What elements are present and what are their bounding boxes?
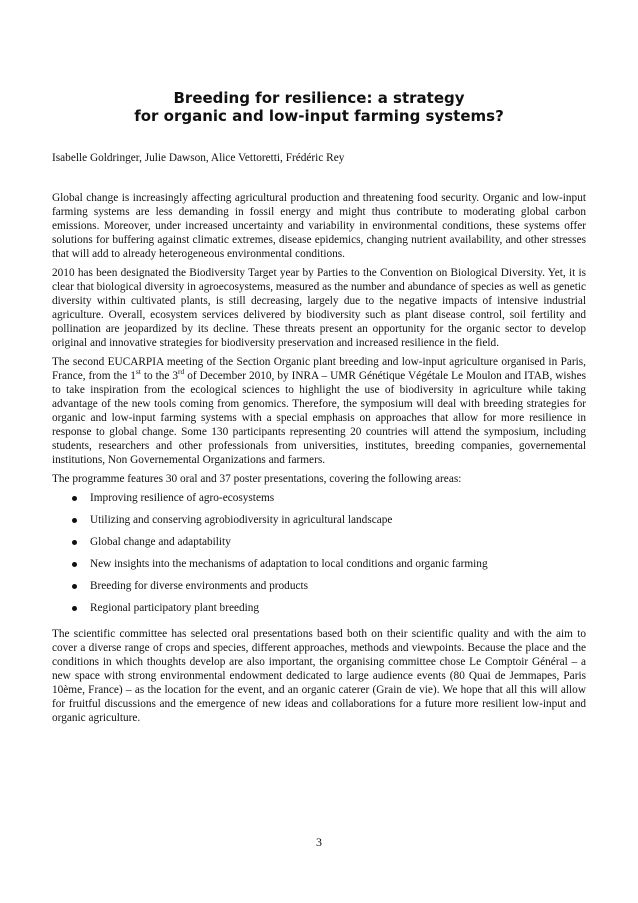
paragraph-scientific-committee: The scientific committee has selected oral presentations based both on their scientific quality and with the aim to cover a diverse range of crops and species, different approaches, methods and viewpoints. Because the place and the conditions in which thoughts develop are also important, the organising committee chose Le Comptoir Général – a new space with strong environmental endowment dedicated to large audience events (80 Quai de Jemmapes, Paris 10ème, France) – as the location for the event, and an organic caterer (Grain de vie). We hope that all this will allow for fruitful discussions and the emergence of new ideas and collaborations for a future more resilient low-input and organic agriculture. xyxy=(52,628,586,724)
list-item-label: Breeding for diverse environments and products xyxy=(90,580,309,592)
list-item-label: Utilizing and conserving agrobiodiversity in agricultural landscape xyxy=(90,514,393,526)
paragraph-eucarpia xyxy=(52,355,586,467)
list-item-label: Improving resilience of agro-ecosystems xyxy=(90,492,275,504)
ordinal-suffix-st: st xyxy=(135,367,141,377)
authors-line: Isabelle Goldringer, Julie Dawson, Alice Vettoretti, Frédéric Rey xyxy=(52,152,345,164)
document-title xyxy=(0,89,638,125)
list-item xyxy=(52,513,586,535)
paragraph-programme: The programme features 30 oral and 37 poster presentations, covering the following areas: xyxy=(52,473,462,485)
paragraph-eucarpia-text-c: of December 2010, by INRA – UMR Génétique Végétale Le Moulon and ITAB, wishes to take inspiration from the ecological sciences to highlight the use of biodiversity in agriculture while taking advantage of the new tools coming from genomics. Therefore, the symposium will deal with breeding strategies for organic and low-input farming systems with a special emphasis on approaches that allow for more resilience in response to global change. Some 130 participants representing 20 countries will attend the symposium, including students, researchers and other professionals from universities, institutes, breeding companies, governemental institutions, Non Governemental Organizations and farmers. xyxy=(52,370,586,466)
bullet-icon xyxy=(72,584,77,589)
bullet-icon xyxy=(72,606,77,611)
list-item-label: New insights into the mechanisms of adaptation to local conditions and organic farming xyxy=(90,558,488,570)
list-item-label: Regional participatory plant breeding xyxy=(90,602,260,614)
ordinal-suffix-rd: rd xyxy=(178,367,185,377)
document-body xyxy=(52,191,586,730)
list-item xyxy=(52,557,586,579)
bullet-icon xyxy=(72,540,77,545)
paragraph-biodiversity: 2010 has been designated the Biodiversity Target year by Parties to the Convention on Biological Diversity. Yet, it is clear that biological diversity in agroecosystems, measured as the number and abundance of species as well as genetic diversity within cultivated plants, is still decreasing, largely due to the negative impacts of intensive industrial agriculture. Overall, ecosystem services delivered by biodiversity such as plant disease control, soil fertility and pollination are jeopardized by its decline. These threats present an opportunity for the organic sector to develop original and innovative strategies for biodiversity preservation and increased resilience in the field. xyxy=(52,267,586,349)
list-item xyxy=(52,535,586,557)
bullet-icon xyxy=(72,562,77,567)
bullet-icon xyxy=(72,496,77,501)
paragraph-eucarpia-text-a: The second EUCARPIA meeting of the Section Organic plant breeding and low-input agriculture organised in Paris, France, from the 1 xyxy=(52,356,586,382)
paragraph-eucarpia-text-b: to the 3 xyxy=(140,370,178,382)
title-line-1: Breeding for resilience: a strategy xyxy=(173,89,465,107)
title-line-2: for organic and low-input farming systems? xyxy=(134,107,504,125)
list-item xyxy=(52,491,586,513)
list-item xyxy=(52,601,586,623)
paragraph-global-change: Global change is increasingly affecting agricultural production and threatening food security. Organic and low-input farming systems are less demanding in fossil energy and might thus contribute to moderating global carbon emissions. Moreover, under increased uncertainty and variability in environmental conditions, these systems offer solutions for buffering against climatic extremes, disease epidemics, changing nutrient availability, and other stresses that will add to already heterogeneous environmental conditions. xyxy=(52,192,586,260)
list-item-label: Global change and adaptability xyxy=(90,536,231,548)
page-number: 3 xyxy=(316,835,322,849)
list-item xyxy=(52,579,586,601)
bullet-icon xyxy=(72,518,77,523)
topic-bullet-list xyxy=(52,491,586,623)
